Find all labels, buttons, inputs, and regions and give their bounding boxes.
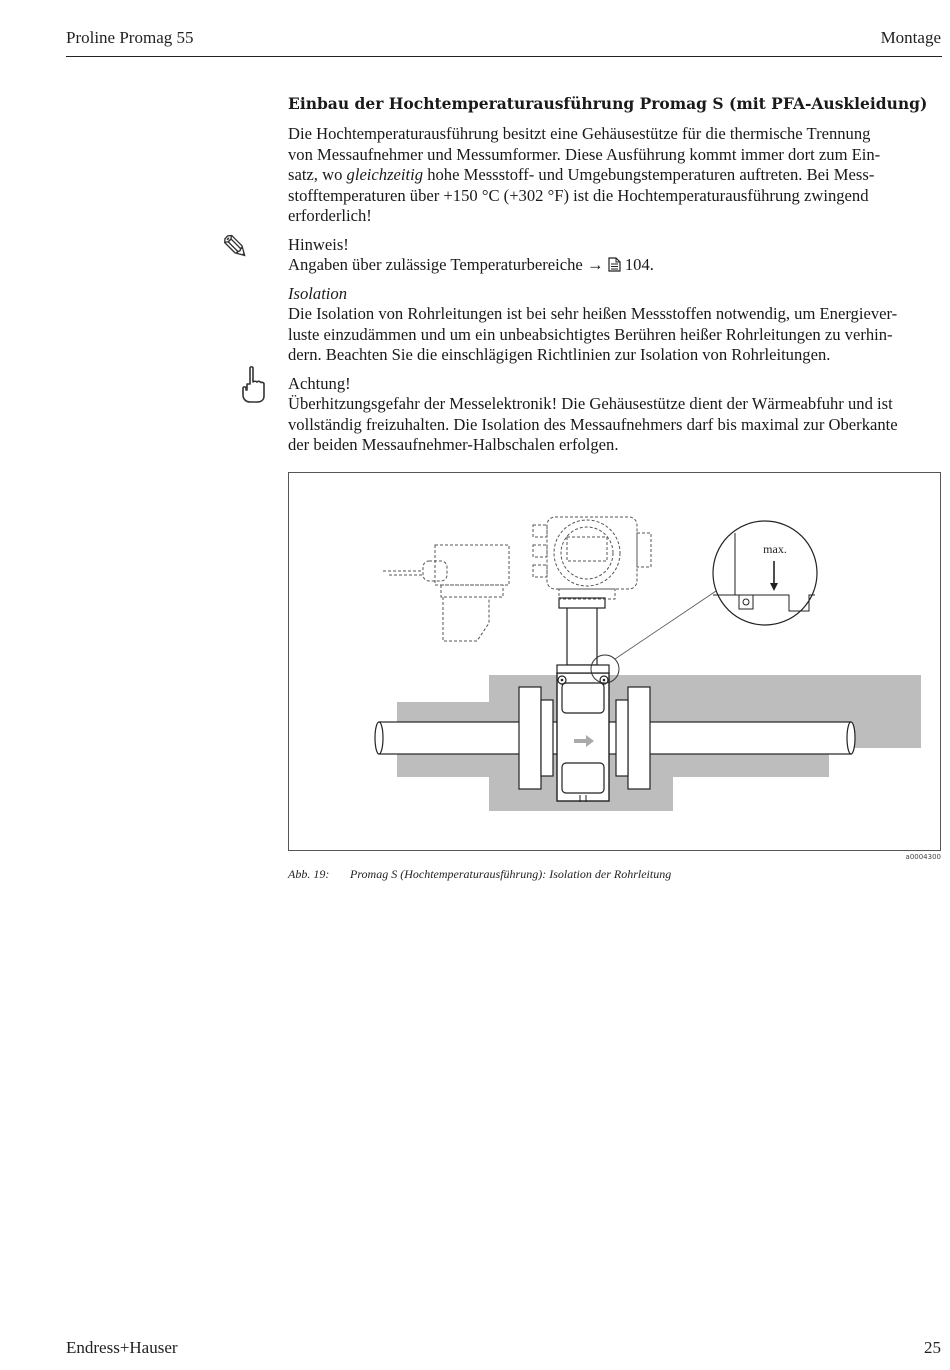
isolation-line: dern. Beachten Sie die einschlägigen Richtlinien zur Isolation von Rohrleitungen. <box>288 345 831 365</box>
intro-line: stofftemperaturen über +150 °C (+302 °F) ist die Hochtemperaturausführung zwingend <box>288 185 869 205</box>
isolation-paragraph <box>288 304 942 366</box>
intro-line <box>288 165 942 186</box>
intro-paragraph <box>288 124 942 227</box>
detail-magnifier <box>713 521 817 625</box>
intro-line3-prefix: satz, wo <box>288 165 347 185</box>
promag-s-insulation-drawing <box>289 473 942 852</box>
header-chapter: Montage <box>880 28 941 47</box>
isolation-line: Die Isolation von Rohrleitungen ist bei sehr heißen Messstoffen notwendig, um Energiever- <box>288 304 898 323</box>
header-product-name: Proline Promag 55 <box>66 28 194 47</box>
footer-company: Endress+Hauser <box>66 1338 178 1357</box>
figure-caption-text: Promag S (Hochtemperaturausführung): Isolation der Rohrleitung <box>350 867 672 881</box>
intro-line: von Messaufnehmer und Messumformer. Diese Ausführung kommt immer dort zum Ein- <box>288 144 881 164</box>
note-text-body: Angaben über zulässige Temperaturbereiche <box>288 255 583 274</box>
caution-line: vollständig freizuhalten. Die Isolation des Messaufnehmers darf bis maximal zur Oberkante <box>288 414 898 434</box>
sensor-body <box>557 673 609 802</box>
isolation-title: Isolation <box>288 284 348 303</box>
transmitter-housing <box>533 517 651 599</box>
remote-housing <box>383 545 509 641</box>
caution-title: Achtung! <box>288 374 351 393</box>
intro-line: Die Hochtemperaturausführung besitzt eine Gehäusestütze für die thermische Trennung <box>288 124 871 143</box>
intro-line3-rest: hohe Messstoff- und Umgebungstemperaturen auftreten. Bei Mess- <box>427 165 875 185</box>
isolation-line: luste einzudämmen und um ein unbeabsichtigtes Berühren heißer Rohrleitungen zu verhin- <box>288 324 893 344</box>
neck-support <box>557 589 719 683</box>
caution-paragraph <box>288 394 942 456</box>
note-text <box>288 255 942 276</box>
note-title: Hinweis! <box>288 235 349 254</box>
figure-frame <box>288 472 941 851</box>
figure-caption-number: Abb. 19: <box>288 867 330 881</box>
caution-line: der beiden Messaufnehmer-Halbschalen erfolgen. <box>288 435 619 455</box>
intro-line: erforderlich! <box>288 206 372 226</box>
page-number: 25 <box>924 1338 941 1357</box>
arrow-right-icon: → <box>586 255 604 274</box>
header-rule <box>66 56 942 57</box>
detail-max-label: max. <box>763 542 787 556</box>
figure-caption <box>288 867 671 882</box>
pointing-hand-icon <box>241 366 265 409</box>
page-icon <box>608 257 621 272</box>
note-page-ref: 104. <box>624 255 654 274</box>
section-title: Einbau der Hochtemperaturausführung Promag S (mit PFA-Auskleidung) <box>288 94 928 113</box>
pipe <box>375 722 855 754</box>
figure-code: a0004300 <box>905 853 941 861</box>
intro-emphasis: gleichzeitig <box>346 165 424 185</box>
pencil-icon: ✎ <box>221 230 250 267</box>
caution-line: Überhitzungsgefahr der Messelektronik! Die Gehäusestütze dient der Wärmeabfuhr und ist <box>288 394 893 413</box>
